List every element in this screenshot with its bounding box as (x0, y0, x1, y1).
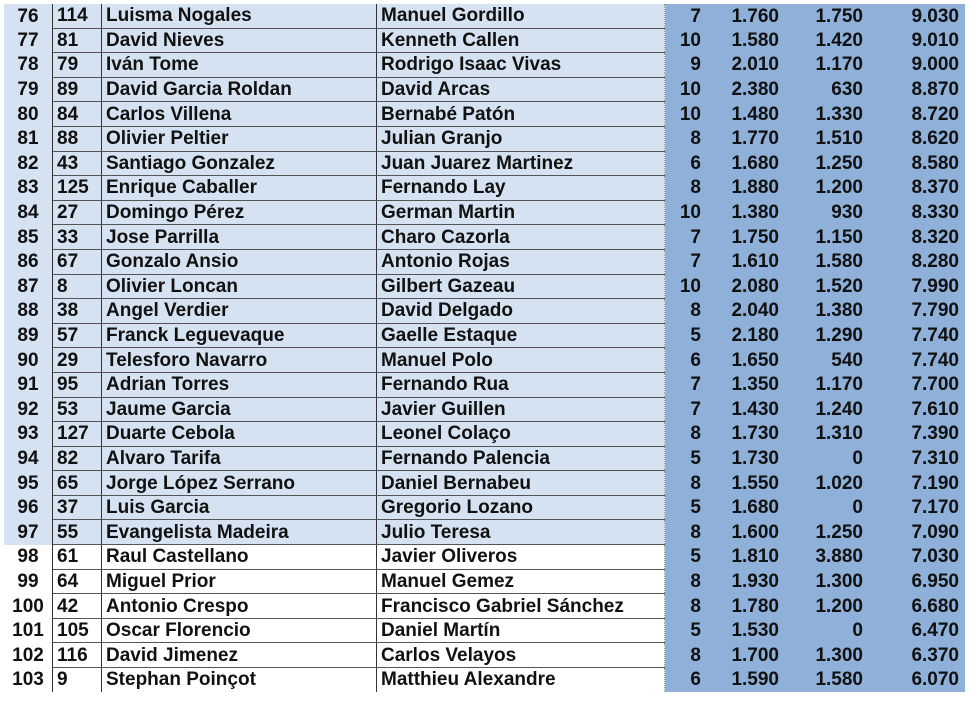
driver-cell: Raul Castellano (102, 545, 377, 570)
table-row (4, 4, 965, 28)
total-cell: 7.790 (863, 299, 965, 324)
value-cell: 2.080 (701, 274, 779, 299)
count-cell: 6 (665, 151, 702, 176)
count-cell: 8 (665, 126, 702, 151)
driver-cell: Adrian Torres (102, 372, 377, 397)
value2-cell: 1.150 (779, 225, 863, 250)
value-cell: 1.880 (701, 176, 779, 201)
value2-cell: 1.310 (779, 422, 863, 447)
bib-cell: 53 (53, 397, 102, 422)
total-cell: 7.170 (863, 495, 965, 520)
codriver-cell: Gilbert Gazeau (377, 274, 665, 299)
table-row (4, 200, 965, 225)
total-cell: 7.610 (863, 397, 965, 422)
value2-cell: 1.580 (779, 668, 863, 692)
bib-cell: 79 (53, 53, 102, 78)
codriver-cell: German Martin (377, 200, 665, 225)
value2-cell: 0 (779, 495, 863, 520)
bib-cell: 33 (53, 225, 102, 250)
total-cell: 7.090 (863, 520, 965, 545)
count-cell: 5 (665, 618, 702, 643)
total-cell: 6.470 (863, 618, 965, 643)
total-cell: 6.370 (863, 643, 965, 668)
position-cell: 80 (4, 102, 53, 127)
total-cell: 7.030 (863, 545, 965, 570)
bib-cell: 37 (53, 495, 102, 520)
value-cell: 2.040 (701, 299, 779, 324)
driver-cell: Luisma Nogales (102, 4, 377, 28)
value-cell: 1.700 (701, 643, 779, 668)
bib-cell: 8 (53, 274, 102, 299)
value-cell: 1.780 (701, 594, 779, 619)
value-cell: 1.730 (701, 422, 779, 447)
codriver-cell: Bernabé Patón (377, 102, 665, 127)
count-cell: 8 (665, 176, 702, 201)
bib-cell: 64 (53, 569, 102, 594)
codriver-cell: Daniel Bernabeu (377, 471, 665, 496)
driver-cell: Jose Parrilla (102, 225, 377, 250)
count-cell: 7 (665, 225, 702, 250)
count-cell: 9 (665, 53, 702, 78)
position-cell: 98 (4, 545, 53, 570)
total-cell: 7.740 (863, 348, 965, 373)
driver-cell: David Garcia Roldan (102, 77, 377, 102)
bib-cell: 125 (53, 176, 102, 201)
value2-cell: 1.240 (779, 397, 863, 422)
table-row (4, 225, 965, 250)
bib-cell: 81 (53, 28, 102, 53)
value-cell: 2.380 (701, 77, 779, 102)
count-cell: 8 (665, 569, 702, 594)
total-cell: 8.320 (863, 225, 965, 250)
value2-cell: 540 (779, 348, 863, 373)
count-cell: 8 (665, 422, 702, 447)
driver-cell: Franck Leguevaque (102, 323, 377, 348)
table-row (4, 28, 965, 53)
position-cell: 87 (4, 274, 53, 299)
table-row (4, 348, 965, 373)
bib-cell: 116 (53, 643, 102, 668)
position-cell: 103 (4, 668, 53, 692)
table-row (4, 643, 965, 668)
codriver-cell: Manuel Gordillo (377, 4, 665, 28)
value2-cell: 930 (779, 200, 863, 225)
count-cell: 7 (665, 249, 702, 274)
table-row (4, 53, 965, 78)
count-cell: 10 (665, 200, 702, 225)
value-cell: 1.610 (701, 249, 779, 274)
results-table-body (4, 4, 965, 692)
value-cell: 1.680 (701, 495, 779, 520)
bib-cell: 38 (53, 299, 102, 324)
total-cell: 8.870 (863, 77, 965, 102)
total-cell: 6.070 (863, 668, 965, 692)
count-cell: 8 (665, 594, 702, 619)
table-row (4, 372, 965, 397)
bib-cell: 127 (53, 422, 102, 447)
bib-cell: 105 (53, 618, 102, 643)
value-cell: 1.770 (701, 126, 779, 151)
value2-cell: 3.880 (779, 545, 863, 570)
position-cell: 85 (4, 225, 53, 250)
position-cell: 81 (4, 126, 53, 151)
value2-cell: 1.330 (779, 102, 863, 127)
table-row (4, 126, 965, 151)
count-cell: 5 (665, 495, 702, 520)
codriver-cell: David Arcas (377, 77, 665, 102)
driver-cell: Angel Verdier (102, 299, 377, 324)
bib-cell: 67 (53, 249, 102, 274)
table-row (4, 102, 965, 127)
driver-cell: Domingo Pérez (102, 200, 377, 225)
table-row (4, 323, 965, 348)
codriver-cell: Gaelle Estaque (377, 323, 665, 348)
total-cell: 7.700 (863, 372, 965, 397)
table-row (4, 618, 965, 643)
value2-cell: 1.020 (779, 471, 863, 496)
table-row (4, 299, 965, 324)
position-cell: 95 (4, 471, 53, 496)
codriver-cell: Carlos Velayos (377, 643, 665, 668)
count-cell: 5 (665, 323, 702, 348)
driver-cell: David Nieves (102, 28, 377, 53)
table-row (4, 397, 965, 422)
codriver-cell: Javier Guillen (377, 397, 665, 422)
count-cell: 8 (665, 471, 702, 496)
bib-cell: 55 (53, 520, 102, 545)
driver-cell: Jorge López Serrano (102, 471, 377, 496)
codriver-cell: Julian Granjo (377, 126, 665, 151)
codriver-cell: Julio Teresa (377, 520, 665, 545)
position-cell: 94 (4, 446, 53, 471)
total-cell: 8.330 (863, 200, 965, 225)
driver-cell: Iván Tome (102, 53, 377, 78)
value2-cell: 1.420 (779, 28, 863, 53)
value-cell: 1.550 (701, 471, 779, 496)
bib-cell: 9 (53, 668, 102, 692)
count-cell: 6 (665, 348, 702, 373)
bib-cell: 61 (53, 545, 102, 570)
driver-cell: Miguel Prior (102, 569, 377, 594)
value2-cell: 1.200 (779, 594, 863, 619)
driver-cell: Alvaro Tarifa (102, 446, 377, 471)
driver-cell: Enrique Caballer (102, 176, 377, 201)
value-cell: 1.430 (701, 397, 779, 422)
value-cell: 1.930 (701, 569, 779, 594)
count-cell: 10 (665, 102, 702, 127)
bib-cell: 88 (53, 126, 102, 151)
value2-cell: 1.200 (779, 176, 863, 201)
value-cell: 1.580 (701, 28, 779, 53)
table-row (4, 151, 965, 176)
bib-cell: 95 (53, 372, 102, 397)
driver-cell: Olivier Peltier (102, 126, 377, 151)
driver-cell: David Jimenez (102, 643, 377, 668)
table-row (4, 446, 965, 471)
value-cell: 1.810 (701, 545, 779, 570)
total-cell: 7.190 (863, 471, 965, 496)
bib-cell: 43 (53, 151, 102, 176)
codriver-cell: Manuel Gemez (377, 569, 665, 594)
bib-cell: 27 (53, 200, 102, 225)
position-cell: 79 (4, 77, 53, 102)
count-cell: 5 (665, 446, 702, 471)
position-cell: 102 (4, 643, 53, 668)
value-cell: 1.480 (701, 102, 779, 127)
value-cell: 2.010 (701, 53, 779, 78)
table-row (4, 569, 965, 594)
codriver-cell: Fernando Palencia (377, 446, 665, 471)
position-cell: 101 (4, 618, 53, 643)
value2-cell: 1.520 (779, 274, 863, 299)
value-cell: 1.600 (701, 520, 779, 545)
count-cell: 6 (665, 668, 702, 692)
table-row (4, 594, 965, 619)
value-cell: 1.760 (701, 4, 779, 28)
total-cell: 7.390 (863, 422, 965, 447)
driver-cell: Santiago Gonzalez (102, 151, 377, 176)
table-row (4, 668, 965, 692)
table-row (4, 176, 965, 201)
value2-cell: 1.300 (779, 569, 863, 594)
position-cell: 99 (4, 569, 53, 594)
driver-cell: Oscar Florencio (102, 618, 377, 643)
table-row (4, 249, 965, 274)
codriver-cell: Manuel Polo (377, 348, 665, 373)
position-cell: 78 (4, 53, 53, 78)
position-cell: 82 (4, 151, 53, 176)
codriver-cell: Francisco Gabriel Sánchez (377, 594, 665, 619)
position-cell: 76 (4, 4, 53, 28)
codriver-cell: Gregorio Lozano (377, 495, 665, 520)
value2-cell: 1.250 (779, 151, 863, 176)
bib-cell: 82 (53, 446, 102, 471)
value2-cell: 0 (779, 618, 863, 643)
codriver-cell: Rodrigo Isaac Vivas (377, 53, 665, 78)
count-cell: 8 (665, 520, 702, 545)
bib-cell: 89 (53, 77, 102, 102)
total-cell: 8.580 (863, 151, 965, 176)
total-cell: 7.990 (863, 274, 965, 299)
driver-cell: Stephan Poinçot (102, 668, 377, 692)
driver-cell: Telesforo Navarro (102, 348, 377, 373)
table-row (4, 274, 965, 299)
position-cell: 83 (4, 176, 53, 201)
total-cell: 8.370 (863, 176, 965, 201)
codriver-cell: Daniel Martín (377, 618, 665, 643)
position-cell: 91 (4, 372, 53, 397)
codriver-cell: Juan Juarez Martinez (377, 151, 665, 176)
codriver-cell: Matthieu Alexandre (377, 668, 665, 692)
codriver-cell: Antonio Rojas (377, 249, 665, 274)
total-cell: 8.620 (863, 126, 965, 151)
table-row (4, 471, 965, 496)
total-cell: 6.680 (863, 594, 965, 619)
driver-cell: Carlos Villena (102, 102, 377, 127)
codriver-cell: Kenneth Callen (377, 28, 665, 53)
position-cell: 92 (4, 397, 53, 422)
value2-cell: 1.750 (779, 4, 863, 28)
position-cell: 90 (4, 348, 53, 373)
position-cell: 93 (4, 422, 53, 447)
codriver-cell: Fernando Rua (377, 372, 665, 397)
value-cell: 1.650 (701, 348, 779, 373)
count-cell: 7 (665, 372, 702, 397)
count-cell: 8 (665, 643, 702, 668)
position-cell: 86 (4, 249, 53, 274)
position-cell: 100 (4, 594, 53, 619)
value2-cell: 1.300 (779, 643, 863, 668)
position-cell: 97 (4, 520, 53, 545)
total-cell: 8.280 (863, 249, 965, 274)
total-cell: 9.010 (863, 28, 965, 53)
total-cell: 8.720 (863, 102, 965, 127)
table-row (4, 422, 965, 447)
count-cell: 5 (665, 545, 702, 570)
bib-cell: 42 (53, 594, 102, 619)
value-cell: 1.530 (701, 618, 779, 643)
table-row (4, 520, 965, 545)
bib-cell: 114 (53, 4, 102, 28)
codriver-cell: Javier Oliveros (377, 545, 665, 570)
driver-cell: Jaume Garcia (102, 397, 377, 422)
total-cell: 9.030 (863, 4, 965, 28)
count-cell: 10 (665, 274, 702, 299)
bib-cell: 29 (53, 348, 102, 373)
position-cell: 89 (4, 323, 53, 348)
count-cell: 10 (665, 77, 702, 102)
count-cell: 8 (665, 299, 702, 324)
value2-cell: 0 (779, 446, 863, 471)
total-cell: 7.310 (863, 446, 965, 471)
bib-cell: 57 (53, 323, 102, 348)
table-row (4, 77, 965, 102)
codriver-cell: Charo Cazorla (377, 225, 665, 250)
table-row (4, 495, 965, 520)
value2-cell: 1.170 (779, 53, 863, 78)
value2-cell: 1.380 (779, 299, 863, 324)
value-cell: 1.680 (701, 151, 779, 176)
position-cell: 88 (4, 299, 53, 324)
value-cell: 1.750 (701, 225, 779, 250)
value-cell: 1.590 (701, 668, 779, 692)
total-cell: 6.950 (863, 569, 965, 594)
position-cell: 77 (4, 28, 53, 53)
count-cell: 7 (665, 397, 702, 422)
value-cell: 1.350 (701, 372, 779, 397)
value2-cell: 1.290 (779, 323, 863, 348)
count-cell: 7 (665, 4, 702, 28)
driver-cell: Olivier Loncan (102, 274, 377, 299)
total-cell: 7.740 (863, 323, 965, 348)
driver-cell: Antonio Crespo (102, 594, 377, 619)
value2-cell: 630 (779, 77, 863, 102)
value-cell: 1.380 (701, 200, 779, 225)
driver-cell: Duarte Cebola (102, 422, 377, 447)
driver-cell: Gonzalo Ansio (102, 249, 377, 274)
position-cell: 84 (4, 200, 53, 225)
value-cell: 1.730 (701, 446, 779, 471)
codriver-cell: David Delgado (377, 299, 665, 324)
driver-cell: Evangelista Madeira (102, 520, 377, 545)
bib-cell: 65 (53, 471, 102, 496)
value2-cell: 1.170 (779, 372, 863, 397)
driver-cell: Luis Garcia (102, 495, 377, 520)
value2-cell: 1.250 (779, 520, 863, 545)
value2-cell: 1.580 (779, 249, 863, 274)
codriver-cell: Leonel Colaço (377, 422, 665, 447)
value-cell: 2.180 (701, 323, 779, 348)
position-cell: 96 (4, 495, 53, 520)
results-table (4, 4, 966, 692)
table-row (4, 545, 965, 570)
count-cell: 10 (665, 28, 702, 53)
total-cell: 9.000 (863, 53, 965, 78)
bib-cell: 84 (53, 102, 102, 127)
value2-cell: 1.510 (779, 126, 863, 151)
codriver-cell: Fernando Lay (377, 176, 665, 201)
